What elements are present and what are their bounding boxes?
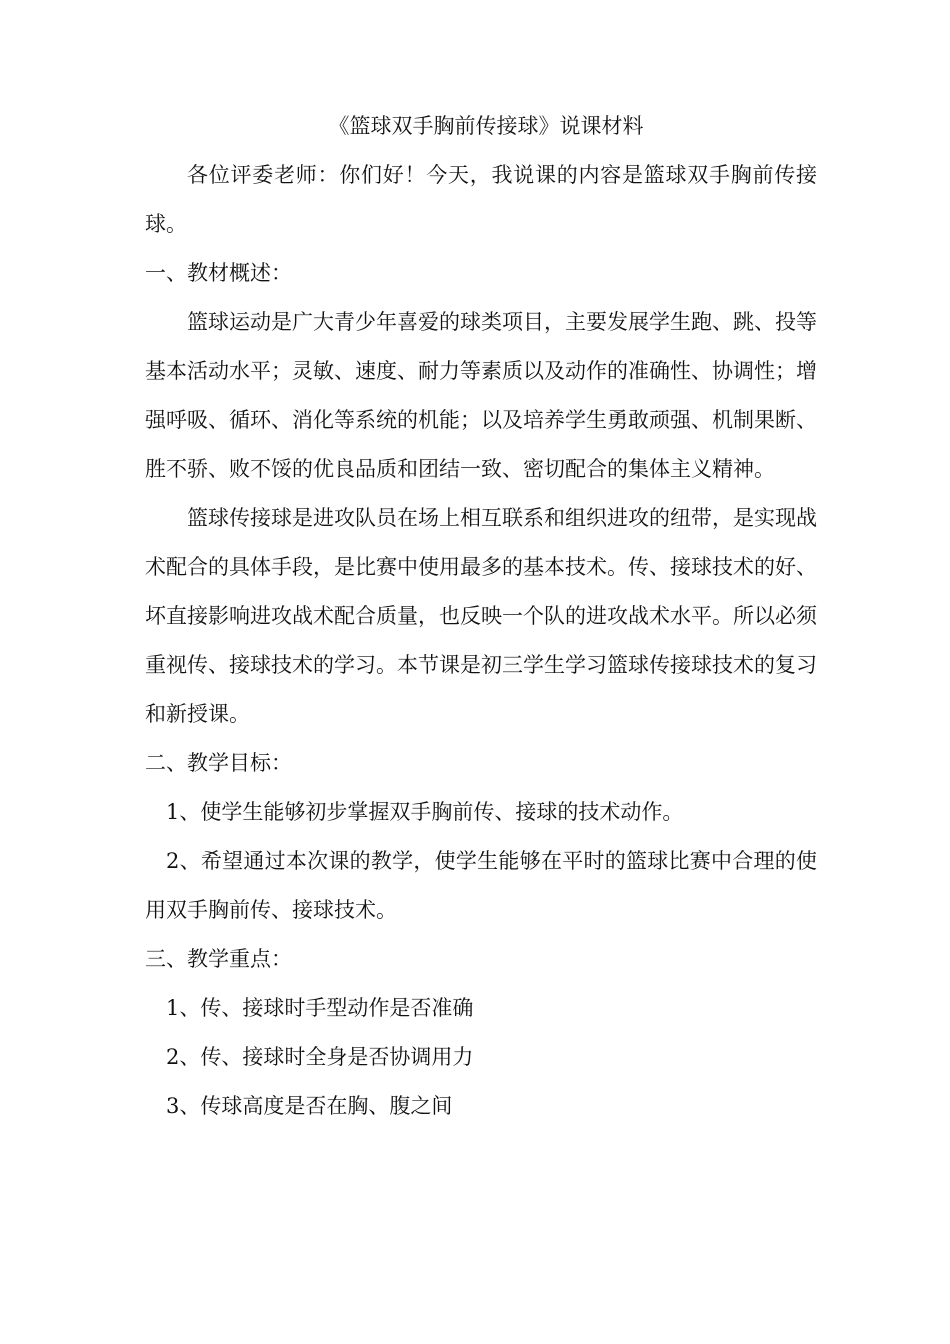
goal-item-1: 1、使学生能够初步掌握双手胸前传、接球的技术动作。 xyxy=(166,800,684,824)
goal-item-2: 2、希望通过本次课的教学，使学生能够在平时的篮球比赛中合理的使用双手胸前传、接球技术。 xyxy=(145,849,817,922)
greeting-paragraph: 各位评委老师：你们好！今天，我说课的内容是篮球双手胸前传接球。 xyxy=(145,163,817,236)
key-point-item-2: 2、传、接球时全身是否协调用力 xyxy=(166,1045,474,1069)
overview-paragraph-1: 篮球运动是广大青少年喜爱的球类项目，主要发展学生跑、跳、投等基本活动水平；灵敏、速度、耐力等素质以及动作的准确性、协调性；增强呼吸、循环、消化等系统的机能；以及培养学生勇敢顽强、机制果断、胜不骄、败不馁的优良品质和团结一致、密切配合的集体主义精神。 xyxy=(145,310,817,481)
section-heading-key-points: 三、教学重点： xyxy=(145,947,292,971)
overview-paragraph-2: 篮球传接球是进攻队员在场上相互联系和组织进攻的纽带，是实现战术配合的具体手段，是比赛中使用最多的基本技术。传、接球技术的好、坏直接影响进攻战术配合质量，也反映一个队的进攻战术水平。所以必须重视传、接球技术的学习。本节课是初三学生学习篮球传接球技术的复习和新授课。 xyxy=(145,506,817,726)
document-body xyxy=(145,102,817,1131)
key-point-item-1: 1、传、接球时手型动作是否准确 xyxy=(166,996,474,1020)
document-title: 《篮球双手胸前传接球》说课材料 xyxy=(328,114,644,138)
section-heading-goals: 二、教学目标： xyxy=(145,751,292,775)
key-point-item-3: 3、传球高度是否在胸、腹之间 xyxy=(166,1094,453,1118)
section-heading-overview: 一、教材概述： xyxy=(145,261,292,285)
